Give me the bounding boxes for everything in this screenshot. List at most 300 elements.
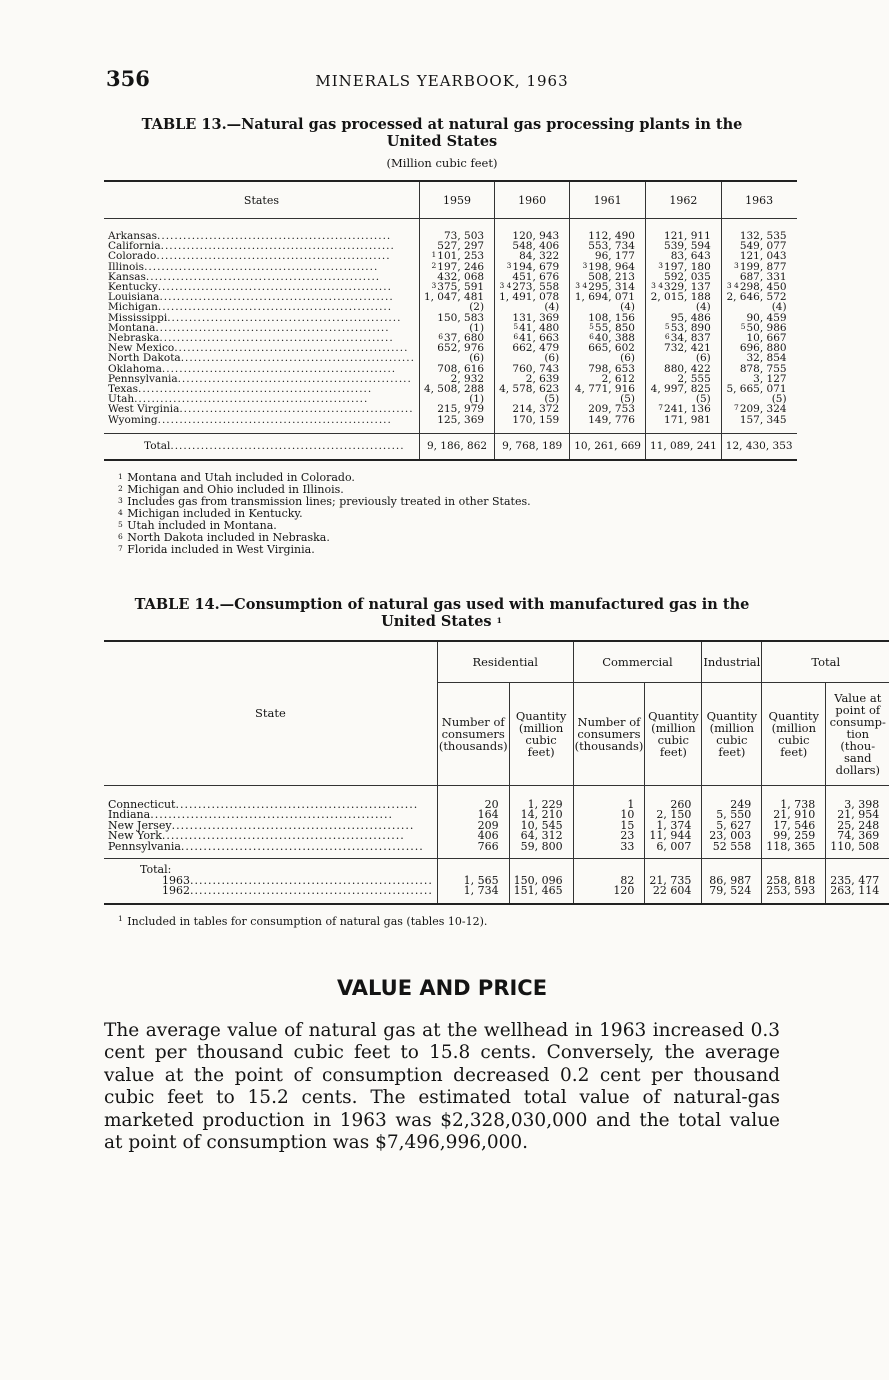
cell-value: 878, 755 (739, 362, 787, 375)
cell-value: 41, 480 (519, 321, 560, 334)
value-cell (419, 415, 494, 434)
cell-value: 2, 646, 572 (726, 291, 787, 304)
total-value: 10, 261, 669 (570, 433, 646, 460)
state-name: West Virginia (108, 403, 180, 416)
value-cell: 21, 910 (762, 810, 826, 821)
value-cell: 14, 210 (509, 810, 573, 821)
cell-value: 53, 890 (670, 321, 711, 334)
cell-value: (5) (771, 393, 787, 406)
total-value: 11, 089, 241 (645, 433, 721, 460)
value-cell: 5, 627 (702, 821, 762, 832)
value-cell: 1, 229 (509, 785, 573, 810)
cell-value: 4, 508, 288 (423, 383, 485, 396)
state-name: California (108, 240, 161, 253)
footnote-ref: 3 (734, 260, 739, 270)
cell-value: (4) (695, 301, 711, 314)
footnote-ref: 3 4 (499, 281, 512, 291)
footnote-ref: 6 (664, 332, 670, 342)
state-name: North Dakota (108, 352, 181, 365)
table13-header-row (104, 181, 797, 219)
value-cell: 3, 398 (826, 785, 889, 810)
table13-col-1961: 1961 (570, 181, 646, 219)
footnote-ref: 7 (658, 403, 664, 413)
value-cell (495, 415, 570, 434)
table14-group-header-row (104, 641, 889, 683)
table14-subheader (573, 682, 645, 785)
subheader-line: cubic feet) (716, 732, 748, 759)
cell-value: 508, 213 (588, 270, 635, 283)
table13-col-1962: 1962 (645, 181, 721, 219)
table13-total-row (104, 433, 797, 460)
cell-value: 50, 986 (746, 321, 787, 334)
cell-value: 125, 369 (437, 413, 485, 426)
cell-value: 198, 964 (588, 260, 635, 273)
footnote-number: 5 (118, 519, 123, 529)
page (104, 66, 886, 1155)
subheader-line: (million (518, 720, 564, 735)
footnote-ref: 1 (431, 250, 437, 260)
value-cell: 118, 365 (762, 842, 826, 859)
cell-value: 1, 694, 071 (574, 291, 635, 304)
cell-value: (5) (620, 393, 635, 406)
cell-value: 40, 388 (594, 332, 635, 345)
footnote-ref: 6 (513, 332, 519, 342)
value-cell: 64, 312 (509, 831, 573, 842)
cell-value: 295, 314 (588, 281, 635, 294)
value-cell: 406 (437, 831, 509, 842)
cell-value: 3, 127 (753, 372, 787, 385)
cell-value: 108, 156 (588, 311, 635, 324)
cell-value: 4, 578, 623 (499, 383, 560, 396)
footnote-ref: 2 (431, 260, 437, 270)
value-cell: 52 558 (702, 842, 762, 859)
subheader-line: consumers (577, 726, 641, 741)
cell-value: 2, 639 (525, 372, 560, 385)
state-name: Indiana (108, 808, 151, 822)
cell-value: 2, 015, 188 (650, 291, 711, 304)
value-cell (721, 219, 796, 242)
footnote-number: 1 (118, 471, 123, 481)
table13-col-1959: 1959 (419, 181, 494, 219)
subheader-line: (million (651, 720, 696, 735)
cell-value: 32, 854 (746, 352, 787, 365)
state-name: Texas (108, 383, 138, 396)
value-cell (645, 219, 721, 242)
cell-value: 652, 976 (437, 342, 485, 355)
cell-value: 121, 043 (739, 250, 787, 263)
subheader-line: dollars) (835, 762, 880, 777)
subheader-line: (million (709, 720, 755, 735)
cell-value: 432, 068 (437, 270, 485, 283)
state-name: Colorado (108, 250, 157, 263)
cell-value: 880, 422 (664, 362, 711, 375)
footnote-text: Includes gas from transmission lines; previously treated in other States. (127, 494, 531, 508)
footnote-number: 2 (118, 483, 123, 493)
total-value: 86, 987 (702, 876, 762, 887)
table-row (104, 785, 889, 810)
value-cell: 164 (437, 810, 509, 821)
table13 (104, 180, 797, 461)
state-name: Montana (108, 321, 156, 334)
value-cell: 23 (573, 831, 645, 842)
cell-value: (5) (695, 393, 711, 406)
cell-value: 527, 297 (437, 240, 485, 253)
footnote-ref: 6 (438, 332, 443, 342)
cell-value: 73, 503 (443, 230, 485, 242)
value-cell: 110, 508 (826, 842, 889, 859)
subheader-line: cubic feet) (525, 732, 557, 759)
state-name: Kentucky (108, 281, 158, 294)
cell-value: 34, 837 (670, 332, 711, 345)
cell-value: 2, 932 (450, 372, 485, 385)
cell-value: 197, 246 (437, 260, 485, 273)
table13-units: (Million cubic feet) (386, 156, 498, 170)
table14-group-residential: Residential (437, 641, 573, 683)
table14 (104, 640, 889, 905)
footnote (118, 544, 780, 556)
cell-value: 149, 776 (588, 413, 635, 426)
total-label: Total (144, 439, 171, 452)
footnote-ref: 3 4 (575, 281, 588, 291)
cell-value: 549, 077 (739, 240, 787, 253)
total-label: Total: (140, 863, 172, 877)
subheader-line: consumers (441, 726, 505, 741)
table-row (104, 219, 797, 242)
table14-totals (104, 859, 889, 904)
section-title: VALUE AND PRICE (336, 975, 548, 1000)
subheader-line: point of (835, 702, 881, 717)
value-cell (495, 219, 570, 242)
total-value: 253, 593 (762, 886, 826, 904)
cell-value: 120, 943 (512, 230, 560, 242)
table-row (104, 415, 797, 434)
footnote-ref: 5 (740, 321, 746, 331)
footnote-ref: 3 (431, 281, 437, 291)
cell-value: 592, 035 (664, 270, 711, 283)
state-name: Pennsylvania (108, 839, 181, 853)
subheader-line: (thousands) (574, 738, 644, 753)
cell-value: (5) (544, 393, 560, 406)
value-cell: 15 (573, 821, 645, 832)
subheader-line: cubic feet) (657, 732, 689, 759)
subheader-line: Quantity (648, 708, 699, 723)
state-cell (104, 785, 437, 810)
cell-value: 150, 583 (437, 311, 485, 324)
cell-value: 209, 753 (588, 403, 635, 416)
cell-value: (6) (695, 352, 711, 365)
total-value: 21, 735 (645, 876, 702, 887)
cell-value: 84, 322 (519, 250, 560, 263)
cell-value: (1) (469, 321, 485, 334)
cell-value: 121, 911 (664, 230, 711, 242)
table14-footnote-text: Included in tables for consumption of natural gas (tables 10-12). (127, 914, 488, 928)
page-number: 356 (106, 66, 150, 91)
footnote-text: Utah included in Montana. (127, 518, 277, 532)
value-cell: 99, 259 (762, 831, 826, 842)
cell-value: 90, 459 (746, 311, 787, 324)
subheader-line: sand (844, 750, 872, 765)
value-cell: 23, 003 (702, 831, 762, 842)
value-cell (419, 219, 494, 242)
state-name: Kansas (108, 270, 146, 283)
table14-title-line2 (106, 613, 778, 630)
subheader-line: tion (thou- (840, 726, 876, 753)
state-name: New York (108, 829, 162, 843)
total-value: 9, 186, 862 (419, 433, 494, 460)
value-cell: 6, 007 (645, 842, 702, 859)
cell-value: 83, 643 (670, 250, 711, 263)
table13-footnotes (104, 472, 780, 556)
cell-value: 215, 979 (437, 403, 485, 416)
cell-value: 687, 331 (739, 270, 787, 283)
cell-value: 131, 369 (512, 311, 560, 324)
subheader-line: Quantity (768, 708, 820, 723)
footnote-ref: 5 (513, 321, 519, 331)
total-value: 1, 565 (437, 876, 509, 887)
table14-subheader (437, 682, 509, 785)
table13-col-1963: 1963 (721, 181, 796, 219)
cell-value: 10, 667 (746, 332, 787, 345)
subheader-line: Quantity (706, 708, 758, 723)
footnote-number: 3 (118, 495, 123, 505)
footnote-text: Florida included in West Virginia. (127, 542, 315, 556)
total-value: 150, 096 (509, 876, 573, 887)
cell-value: 55, 850 (594, 321, 635, 334)
table13-body (104, 219, 797, 460)
total-value: 235, 477 (826, 876, 889, 887)
footnote-ref: 5 (589, 321, 594, 331)
table14-group-industrial: Industrial (702, 641, 762, 683)
value-cell: 11, 944 (645, 831, 702, 842)
cell-value: 132, 535 (739, 230, 787, 242)
footnote-number: 4 (118, 507, 123, 517)
state-cell (104, 415, 419, 434)
cell-value: 273, 558 (512, 281, 560, 294)
table13-title-line1: TABLE 13.—Natural gas processed at natural gas processing plants in the (141, 116, 743, 133)
cell-value: (4) (620, 301, 635, 314)
table14-title-footnote-ref: 1 (496, 615, 502, 625)
cell-value: 194, 679 (512, 260, 560, 273)
dot-leader (181, 840, 424, 853)
subheader-line: consump- (829, 714, 886, 729)
total-year-cell (104, 886, 437, 904)
cell-value: 1, 047, 481 (423, 291, 485, 304)
value-cell: 74, 369 (826, 831, 889, 842)
value-cell: 20 (437, 785, 509, 810)
cell-value: 157, 345 (739, 413, 787, 426)
cell-value: 4, 997, 825 (650, 383, 711, 396)
cell-value: (6) (469, 352, 485, 365)
value-cell: 249 (702, 785, 762, 810)
empty-cell (573, 859, 645, 876)
state-name: Connecticut (108, 797, 176, 811)
table14-subheader (509, 682, 573, 785)
footnote-ref: 3 (582, 260, 588, 270)
cell-value: 298, 450 (739, 281, 787, 294)
cell-value: 4, 771, 916 (574, 383, 635, 396)
cell-value: 5, 665, 071 (726, 383, 787, 396)
cell-value: 798, 653 (588, 362, 635, 375)
value-cell: 17, 546 (762, 821, 826, 832)
footnote-ref: 6 (589, 332, 594, 342)
state-name: New Jersey (108, 818, 172, 832)
state-name: Wyoming (108, 413, 158, 426)
cell-value: 95, 486 (670, 311, 711, 324)
table14-subheader (762, 682, 826, 785)
state-name: Utah (108, 393, 135, 406)
subheader-line: Quantity (515, 708, 567, 723)
footnote-text: Montana and Utah included in Colorado. (127, 470, 355, 484)
cell-value: 41, 663 (519, 332, 560, 345)
table13-title-line2: United States (386, 133, 498, 150)
cell-value: 696, 880 (739, 342, 787, 355)
cell-value: (2) (469, 301, 485, 314)
footnote-ref: 3 (658, 260, 664, 270)
footnote-text: Michigan included in Kentucky. (127, 506, 303, 520)
table14-col-state: State (104, 641, 437, 786)
value-cell (721, 415, 796, 434)
dot-leader (170, 440, 404, 452)
cell-value: 209, 324 (739, 403, 787, 416)
value-cell: 33 (573, 842, 645, 859)
footnote-ref: 3 4 (651, 281, 664, 291)
value-cell: 1, 374 (645, 821, 702, 832)
value-cell: 21, 954 (826, 810, 889, 821)
value-cell: 209 (437, 821, 509, 832)
cell-value: 553, 734 (588, 240, 635, 253)
cell-value: 2, 555 (677, 372, 711, 385)
footnote-number: 7 (118, 543, 123, 553)
subheader-line: cubic feet) (778, 732, 810, 759)
table13-col-states: States (104, 181, 419, 219)
running-title: MINERALS YEARBOOK, 1963 (315, 72, 569, 90)
cell-value: 329, 137 (664, 281, 711, 294)
cell-value: 760, 743 (512, 362, 560, 375)
state-cell (104, 839, 437, 859)
value-cell: 59, 800 (509, 842, 573, 859)
state-name: Mississippi (108, 311, 168, 324)
footnote-ref: 5 (664, 321, 670, 331)
table14-group-total: Total (762, 641, 889, 683)
cell-value: 241, 136 (664, 403, 711, 416)
cell-value: 732, 421 (664, 342, 711, 355)
subheader-line: (thousands) (438, 738, 508, 753)
cell-value: (1) (469, 393, 485, 406)
value-cell: 10, 545 (509, 821, 573, 832)
subheader-line: Value at (834, 690, 882, 705)
value-cell (645, 415, 721, 434)
total-value: 151, 465 (509, 886, 573, 904)
total-value: 82 (573, 876, 645, 887)
table13-title (104, 116, 780, 150)
value-cell: 1 (573, 785, 645, 810)
cell-value: (6) (620, 352, 635, 365)
value-cell: 25, 248 (826, 821, 889, 832)
table14-subheader (826, 682, 889, 785)
total-value: 22 604 (645, 886, 702, 904)
cell-value: 662, 479 (512, 342, 560, 355)
cell-value: 170, 159 (512, 413, 560, 426)
table14-footnote (104, 915, 780, 928)
footnote-text: Michigan and Ohio included in Illinois. (127, 482, 344, 496)
state-name: Illinois (108, 260, 145, 273)
total-value: 120 (573, 886, 645, 904)
footnote-ref: 7 (734, 403, 739, 413)
cell-value: (4) (771, 301, 787, 314)
value-cell: 2, 150 (645, 810, 702, 821)
cell-value: 665, 602 (588, 342, 635, 355)
cell-value: 548, 406 (512, 240, 560, 253)
cell-value: (6) (544, 352, 560, 365)
table14-total-row (104, 886, 889, 904)
total-value: 263, 114 (826, 886, 889, 904)
value-cell (570, 415, 646, 434)
state-name: Michigan (108, 301, 158, 314)
section-paragraph: The average value of natural gas at the wellhead in 1963 increased 0.3 cent per thousand cubic feet to 15.8 cents. Conversely, the average value at the point of consumption decreased 0.2 cent per thousand cubic feet to 15.2 cents. The estimated total value of natural-gas marketed production in 1963 was $2,328,030,000 and the total value at point of consumption was $7,496,996,000. (104, 1019, 780, 1154)
cell-value: 199, 877 (739, 260, 787, 273)
total-value: 79, 524 (702, 886, 762, 904)
value-cell: 5, 550 (702, 810, 762, 821)
value-cell: 260 (645, 785, 702, 810)
value-cell: 766 (437, 842, 509, 859)
state-name: New Mexico (108, 342, 175, 355)
subheader-line: Number of (441, 714, 505, 729)
footnote-text: North Dakota included in Nebraska. (127, 530, 330, 544)
total-year: 1962 (162, 884, 190, 898)
cell-value: (4) (544, 301, 560, 314)
total-value: 258, 818 (762, 876, 826, 887)
table14-title-line1: TABLE 14.—Consumption of natural gas used with manufactured gas in the (134, 595, 750, 613)
table14-footnote-number: 1 (118, 913, 123, 923)
subheader-line: Number of (577, 714, 641, 729)
table14-title-line2-text: United States (381, 612, 492, 630)
table14-subheader (645, 682, 702, 785)
value-cell: 10 (573, 810, 645, 821)
cell-value: 112, 490 (588, 230, 635, 242)
total-year: 1963 (162, 873, 190, 887)
table14-subheader (702, 682, 762, 785)
cell-value: 708, 616 (437, 362, 485, 375)
value-cell: 1, 738 (762, 785, 826, 810)
footnote-ref: 3 (506, 260, 512, 270)
state-name: Louisiana (108, 291, 160, 304)
cell-value: 2, 612 (601, 372, 635, 385)
dot-leader (190, 884, 433, 897)
cell-value: 96, 177 (594, 250, 635, 263)
dot-leader (158, 414, 392, 426)
table-row (104, 842, 889, 859)
table14-body (104, 785, 889, 859)
cell-value: 37, 680 (443, 332, 485, 345)
cell-value: 451, 676 (512, 270, 560, 283)
total-value: 9, 768, 189 (495, 433, 570, 460)
subheader-line: (million (771, 720, 816, 735)
page-header (104, 66, 780, 96)
state-name: Nebraska (108, 332, 160, 345)
total-value: 12, 430, 353 (721, 433, 796, 460)
value-cell (570, 219, 646, 242)
cell-value: 101, 253 (437, 250, 485, 263)
cell-value: 539, 594 (664, 240, 711, 253)
cell-value: 1, 491, 078 (499, 291, 560, 304)
state-name: Pennsylvania (108, 372, 178, 385)
state-cell (104, 219, 419, 242)
state-name: Oklahoma (108, 362, 162, 375)
cell-value: 375, 591 (437, 281, 485, 294)
total-value: 1, 734 (437, 886, 509, 904)
table14-title (104, 596, 780, 630)
state-name: Arkansas (108, 230, 158, 242)
